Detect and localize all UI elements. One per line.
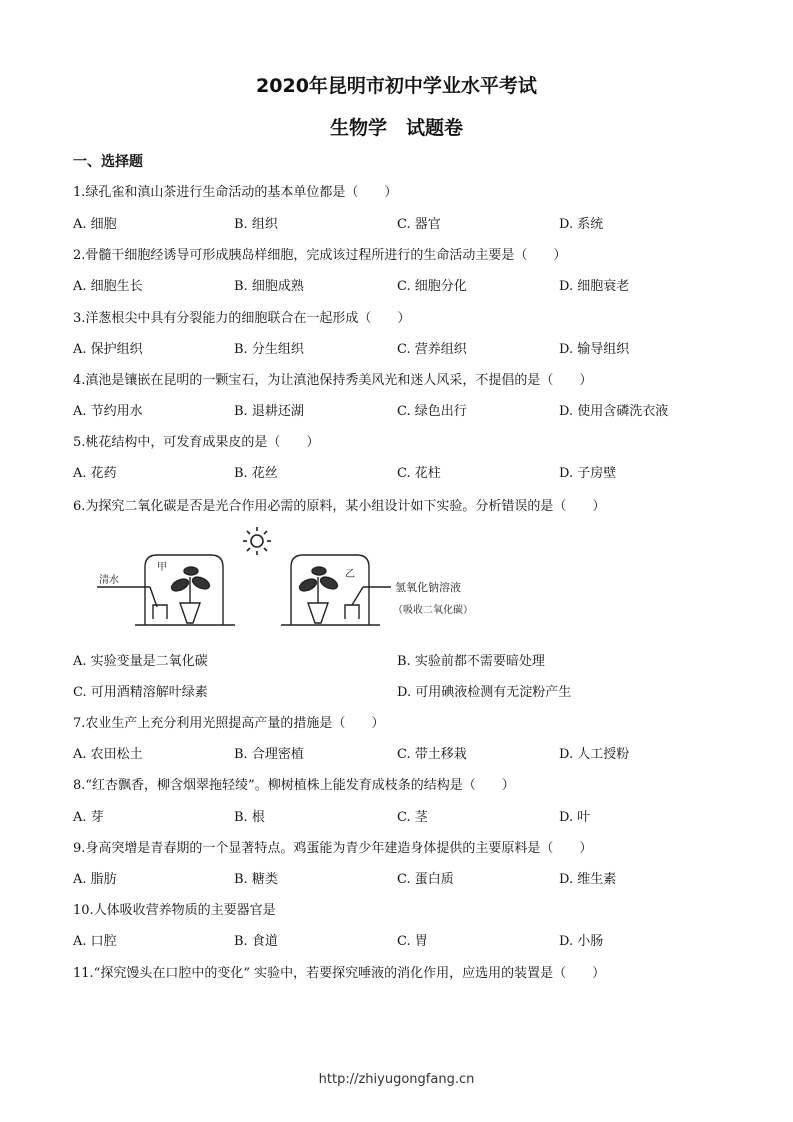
question-10: 10.人体吸收营养物质的主要器官是 [73,903,276,918]
option-b: B. 根 [234,810,265,825]
option-c: C. 胃 [397,934,428,949]
option-c: C. 花柱 [397,466,441,481]
question-3: 3.洋葱根尖中具有分裂能力的细胞联合在一起形成（ ） [73,311,411,326]
option-b: B. 组织 [234,217,278,232]
option-d: D. 细胞衰老 [559,279,630,294]
option-b: B. 退耕还湖 [234,404,304,419]
option-b: B. 合理密植 [234,747,304,762]
option-b: B. 食道 [234,934,278,949]
option-d: D. 人工授粉 [559,747,630,762]
question-9: 9.身高突增是青春期的一个显著特点。鸡蛋能为青少年建造身体提供的主要原料是（ ） [73,841,593,856]
question-8: 8.“红杏飘香，柳含烟翠拖轻绫”。柳树植株上能发育成枝条的结构是（ ） [73,778,515,793]
option-c: C. 蛋白质 [397,872,454,887]
sun-icon [243,527,271,555]
option-c: C. 营养组织 [397,342,467,357]
option-d: D. 小肠 [559,934,604,949]
bell-jar-yi [281,555,391,625]
option-c: C. 可用酒精溶解叶绿素 [73,685,208,700]
question-7: 7.农业生产上充分利用光照提高产量的措施是（ ） [73,716,385,731]
option-a: A. 花药 [73,466,117,481]
option-d: D. 系统 [559,217,604,232]
option-d: D. 可用碘液检测有无淀粉产生 [397,685,572,700]
section-heading: 一、选择题 [73,154,143,170]
question-5: 5.桃花结构中，可发育成果皮的是（ ） [73,435,320,450]
option-c: C. 带土移栽 [397,747,467,762]
option-a: A. 芽 [73,810,104,825]
option-c: C. 绿色出行 [397,404,467,419]
footer-url[interactable]: http://zhiyugongfang.cn [318,1072,475,1087]
option-a: A. 口腔 [73,934,117,949]
option-a: A. 脂肪 [73,872,117,887]
option-d: D. 子房壁 [559,466,617,481]
label-water: 清水 [99,575,119,586]
option-c: C. 茎 [397,810,428,825]
question-11: 11.“探究馒头在口腔中的变化” 实验中，若要探究唾液的消化作用，应选用的装置是（ ） [73,966,606,981]
option-d: D. 使用含磷洗衣液 [559,404,669,419]
question-1: 1.绿孔雀和滇山茶进行生命活动的基本单位都是（ ） [73,185,398,200]
option-a: A. 细胞 [73,217,117,232]
exam-title: 2020年昆明市初中学业水平考试 [256,75,537,97]
option-b: B. 实验前都不需要暗处理 [397,654,545,669]
label-yi: 乙 [345,569,355,580]
label-absorb-co2: （吸收二氧化碳） [393,605,473,616]
experiment-figure [95,525,515,635]
option-c: C. 器官 [397,217,441,232]
option-d: D. 叶 [559,810,591,825]
label-naoh: 氢氧化钠溶液 [395,581,461,594]
exam-subtitle: 生物学 试题卷 [329,117,463,139]
option-b: B. 花丝 [234,466,278,481]
question-4: 4.滇池是镶嵌在昆明的一颗宝石，为让滇池保持秀美风光和迷人风采，不提倡的是（ ） [73,373,593,388]
option-b: B. 细胞成熟 [234,279,304,294]
option-c: C. 细胞分化 [397,279,467,294]
option-b: B. 分生组织 [234,342,304,357]
option-a: A. 细胞生长 [73,279,143,294]
option-a: A. 实验变量是二氧化碳 [73,654,208,669]
option-b: B. 糖类 [234,872,278,887]
option-a: A. 保护组织 [73,342,143,357]
option-a: A. 节约用水 [73,404,143,419]
option-a: A. 农田松土 [73,747,143,762]
option-d: D. 输导组织 [559,342,630,357]
question-6: 6.为探究二氧化碳是否是光合作用必需的原料，某小组设计如下实验。分析错误的是（ ） [73,499,606,514]
label-jia: 甲 [157,562,167,573]
option-d: D. 维生素 [559,872,617,887]
question-2: 2.骨髓干细胞经诱导可形成胰岛样细胞，完成该过程所进行的生命活动主要是（ ） [73,248,567,263]
